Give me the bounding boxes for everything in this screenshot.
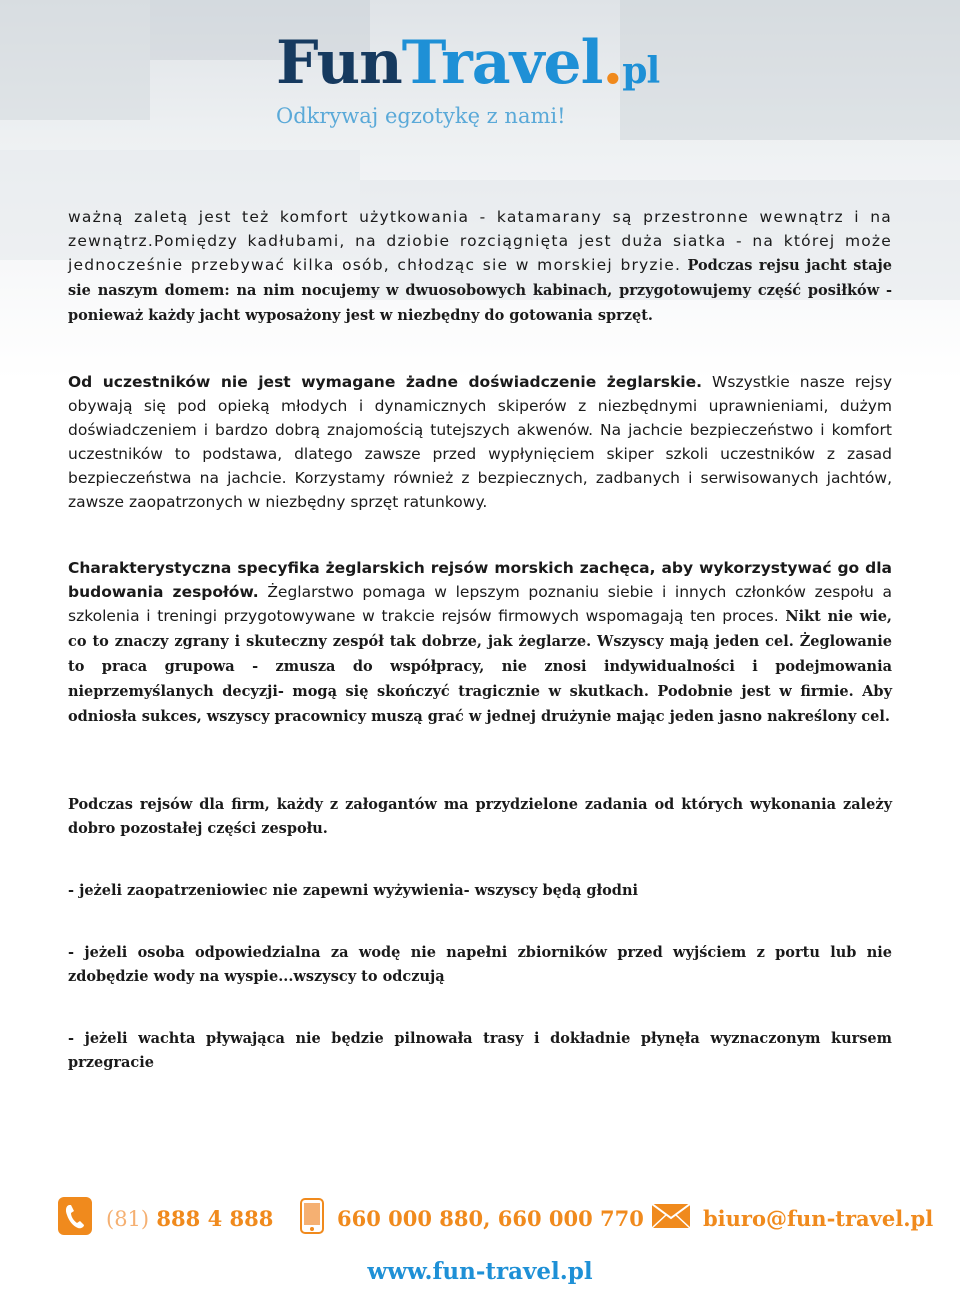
logo-tagline: Odkrywaj egzotykę z nami! bbox=[276, 104, 566, 128]
contact-phone[interactable]: (81) 888 4 888 bbox=[58, 1196, 273, 1240]
header-photo-panel bbox=[0, 0, 150, 120]
paragraph-catamaran: ważną zaletą jest też komfort użytkowania - katamarany są przestronne wewnątrz i na zewnątrz.Pomiędzy kadłubami, na dziobie rozciągnięta jest duża siatka - na której może jednocześnie przebywać kilka osób, chłodząc sie w morskiej bryzie. Podczas rejsu jacht staje sie naszym domem: na nim nocujemy w dwuosobowych kabinach, przygotowujemy część posiłków - ponieważ każdy jacht wyposażony jest w niezbędny do gotowania sprzęt. bbox=[68, 208, 892, 324]
mobile-phone-icon bbox=[300, 1198, 324, 1238]
contact-mobile[interactable]: 660 000 880, 660 000 770 bbox=[300, 1196, 644, 1240]
contact-bar bbox=[0, 1196, 960, 1240]
logo-wordmark: FunTravel.pl bbox=[276, 28, 660, 98]
list-item: - jeżeli wachta pływająca nie będzie pilnowała trasy i dokładnie płynęła wyznaczonym kursem przegracie bbox=[68, 1030, 892, 1071]
phone-icon bbox=[58, 1197, 92, 1239]
brand-logo bbox=[276, 28, 696, 128]
list-item: - jeżeli osoba odpowiedzialna za wodę nie napełni zbiorników przed wyjściem z portu lub nie zdobędzie wody na wyspie...wszyscy to odczują bbox=[68, 944, 892, 985]
list-item: - jeżeli zaopatrzeniowiec nie zapewni wyżywienia- wszyscy będą głodni bbox=[68, 882, 638, 899]
document-body bbox=[68, 205, 892, 1075]
contact-email[interactable]: biuro@fun-travel.pl bbox=[652, 1196, 933, 1240]
website-link[interactable]: www.fun-travel.pl bbox=[367, 1258, 593, 1285]
paragraph-teambuilding: Charakterystyczna specyfika żeglarskich rejsów morskich zachęca, aby wykorzystywać go dla budowania zespołów. Żeglarstwo pomaga w lepszym poznaniu siebie i innych członków zespołu a szkolenia i treningi przygotowywane w trakcie rejsów firmowych wspomagają ten proces. Nikt nie wie, co to znaczy zgrany i skuteczny zespół tak dobrze, jak żeglarze. Wszyscy mają jeden cel. Żeglowanie to praca grupowa - zmusza do współpracy, nie znosi indywidualności i podejmowania nieprzemyślanych decyzji- mogą się skończyć tragicznie w skutkach. Podobnie jest w firmie. Aby odniosła sukces, wszyscy pracownicy muszą grać w jednej drużynie mając jeden jasno nakreślony cel. bbox=[68, 559, 892, 725]
paragraph-experience: Od uczestników nie jest wymagane żadne doświadczenie żeglarskie. Wszystkie nasze rejsy obywają się pod opieką młodych i dynamicznych skiperów z niezbędnymi uprawnieniami, dużym doświadczeniem i bardzo dobrą znajomością tutejszych akwenów. Na jachcie bezpieczeństwo i komfort uczestników to podstawa, dlatego zawsze przed wypłynięciem skiper szkoli uczestników z zasad bezpieczeństwa na jachcie. Korzystamy również z bezpiecznych, zadbanych i serwisowanych jachtów, zawsze zaopatrzonych w niezbędny sprzęt ratunkowy. bbox=[68, 373, 892, 511]
paragraph-crew-tasks: Podczas rejsów dla firm, każdy z załogantów ma przydzielone zadania od których wykonania zależy dobro pozostałej części zespołu. bbox=[68, 796, 892, 837]
envelope-icon bbox=[652, 1204, 690, 1232]
